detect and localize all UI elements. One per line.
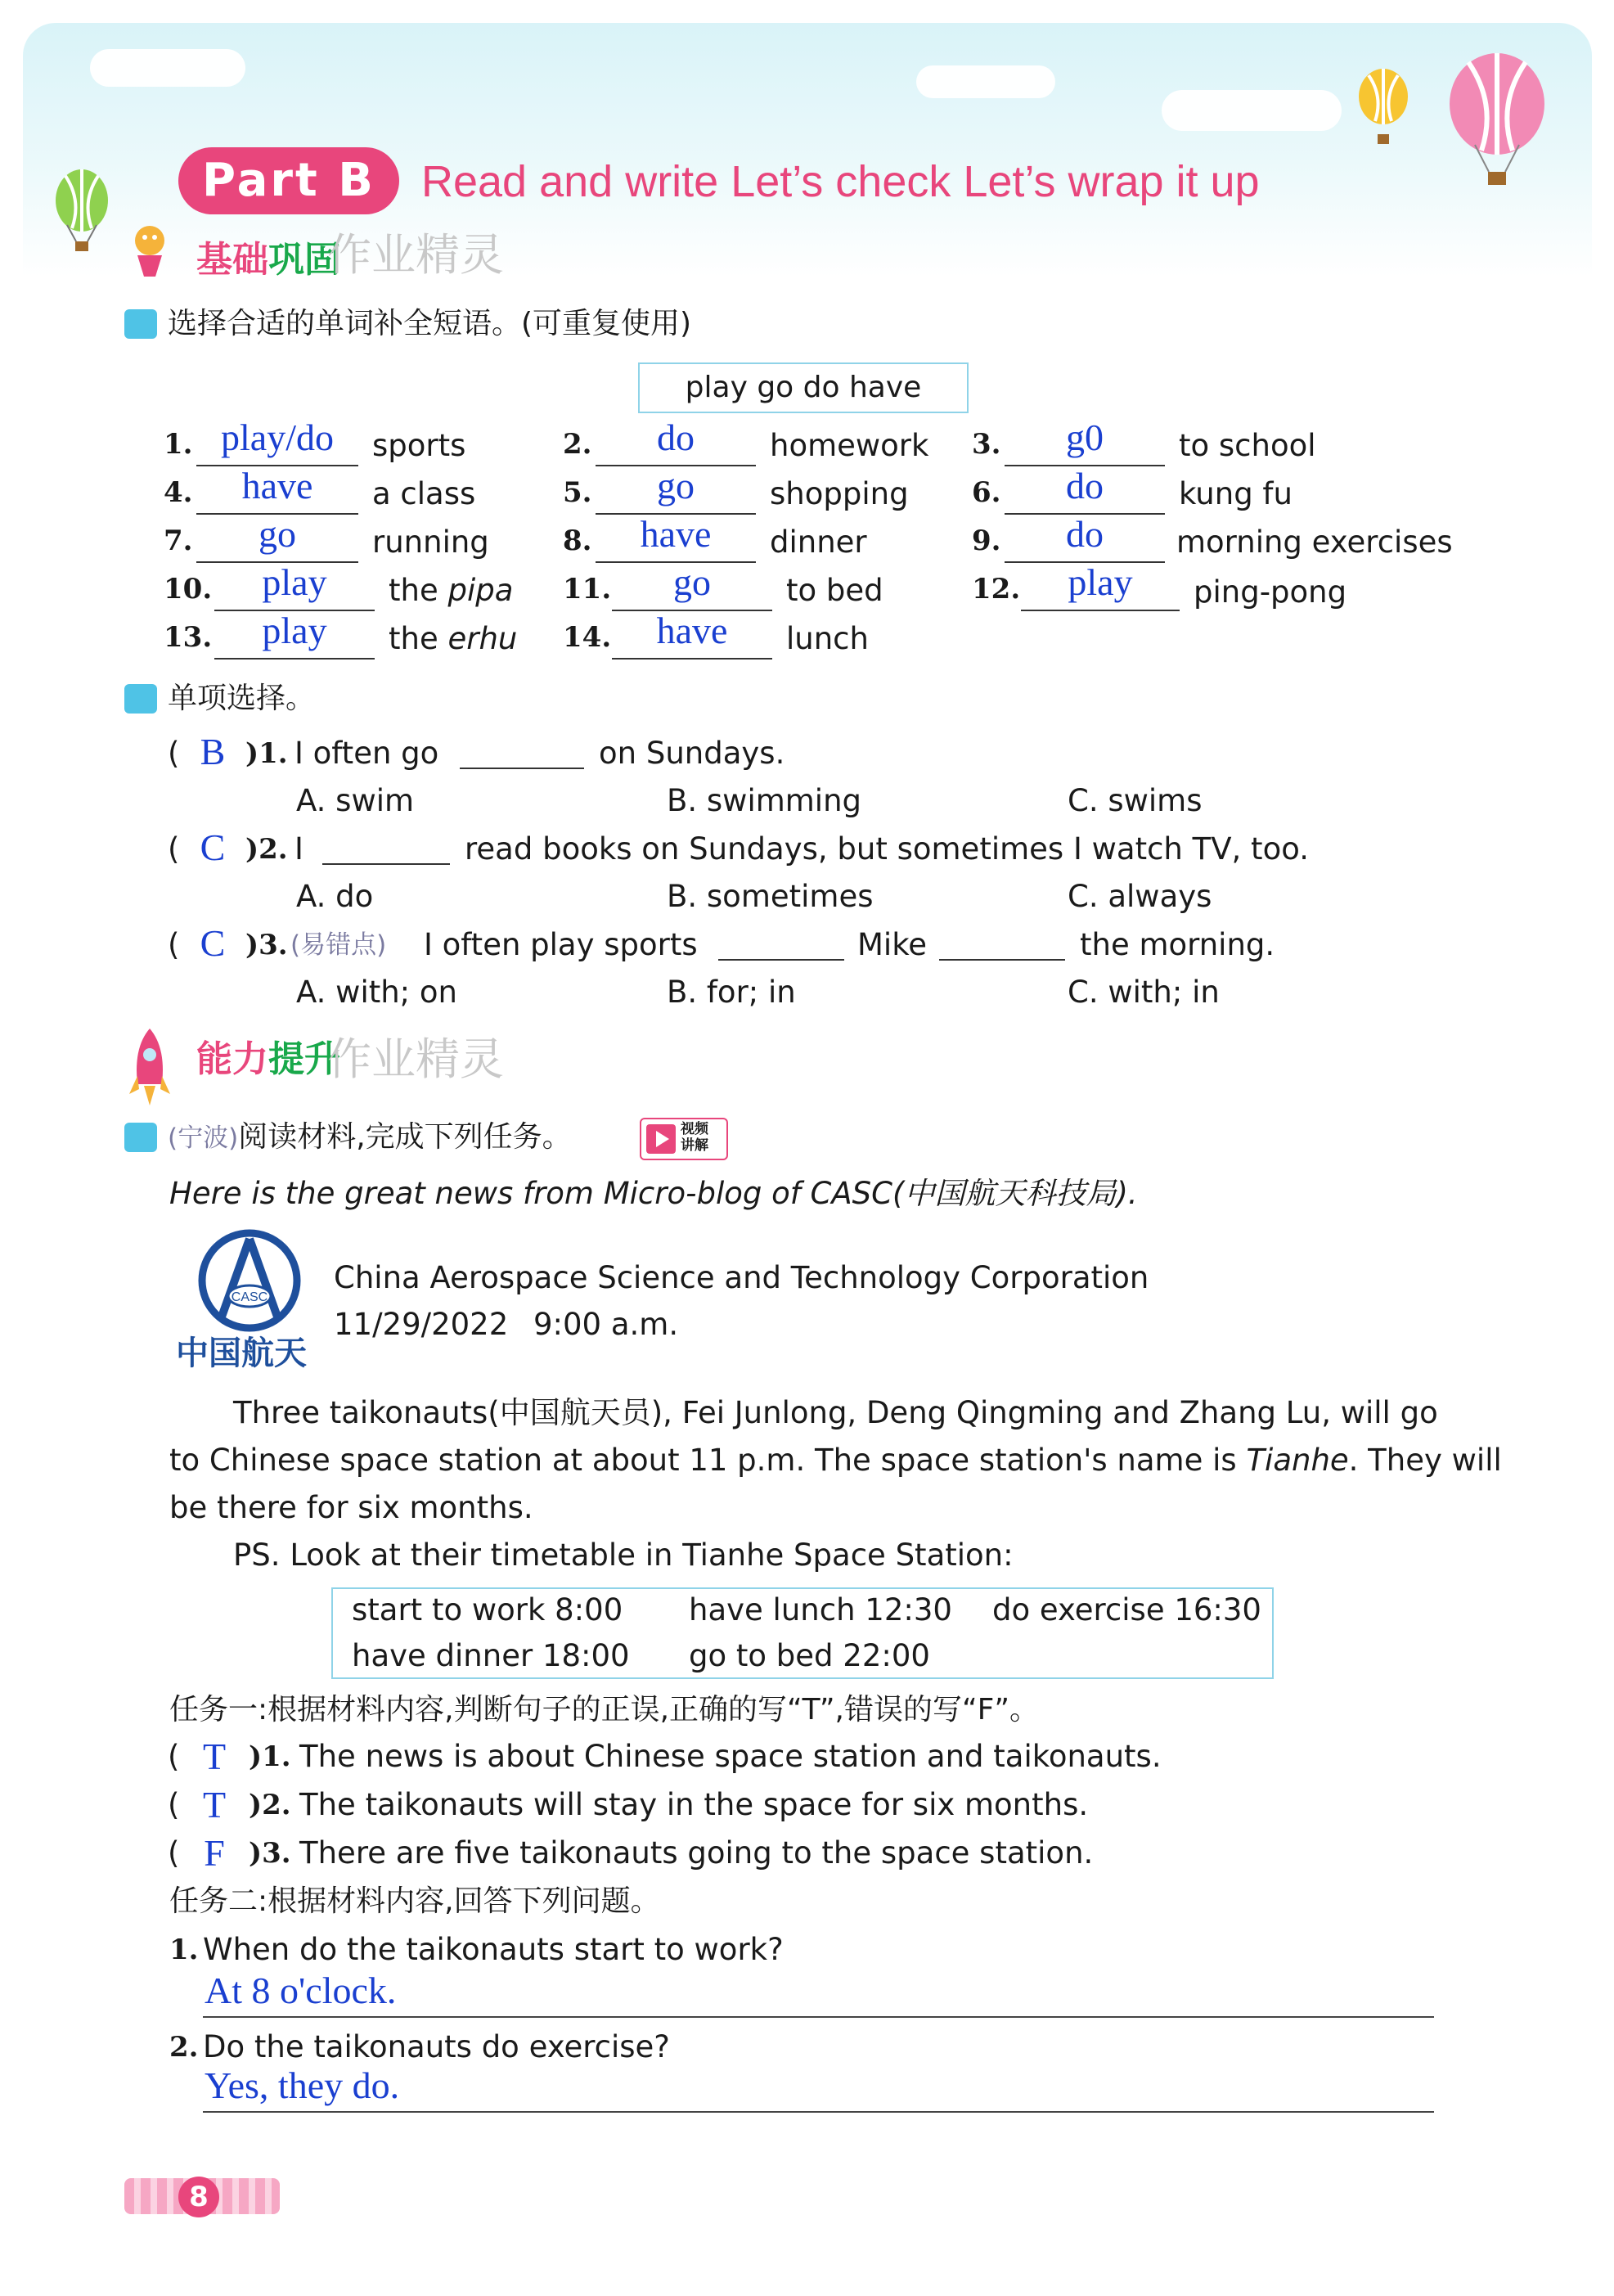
- passage-intro: Here is the great news from Micro-blog of CASC(中国航天科技局).: [169, 1176, 1138, 1211]
- handwritten-answer: Yes, they do.: [205, 2064, 400, 2106]
- logo-text: CASC: [231, 1290, 268, 1304]
- item-number: )2.: [249, 1789, 291, 1821]
- question-instruction: [168, 1119, 572, 1156]
- item-number: 1.: [169, 1934, 199, 1966]
- question-instruction: 单项选择。: [168, 682, 316, 715]
- option: B. sometimes: [667, 879, 874, 914]
- item-number: 7.: [164, 524, 193, 557]
- question-stem: I often go: [294, 736, 439, 771]
- bracket-open: (: [168, 736, 180, 771]
- timetable-entry: have dinner 18:00: [352, 1638, 630, 1673]
- item-number: 11.: [563, 573, 612, 606]
- hot-air-balloon-icon: [49, 168, 115, 258]
- error-prone-tag: (易错点): [290, 930, 387, 960]
- region-tag: (宁波): [168, 1123, 239, 1153]
- item-number: 4.: [164, 476, 193, 509]
- item-number: 13.: [164, 621, 213, 654]
- phrase-text: to bed: [786, 573, 883, 608]
- hot-air-balloon-icon: [1354, 67, 1413, 149]
- item-number: )1.: [245, 737, 288, 770]
- option: B. swimming: [667, 783, 862, 818]
- item-number: )3.: [245, 929, 288, 961]
- handwritten-answer: do: [657, 416, 695, 458]
- option: B. for; in: [667, 975, 796, 1010]
- item-number: 5.: [563, 476, 592, 509]
- item-number: 2.: [563, 428, 592, 461]
- post-date: 11/29/2022: [334, 1307, 509, 1342]
- word-box: play go do have: [638, 362, 969, 413]
- handwritten-answer: go: [673, 561, 711, 603]
- answer-blank: [322, 822, 450, 865]
- phrase-text-italic: pipa: [447, 573, 514, 608]
- question-instruction: 选择合适的单词补全短语。(可重复使用): [168, 307, 692, 340]
- passage-text: to Chinese space station at about 11 p.m. The space station's name is: [169, 1443, 1247, 1478]
- task-title: 任务二:根据材料内容,回答下列问题。: [169, 1884, 660, 1918]
- phrase-text: kung fu: [1179, 476, 1293, 511]
- phrase-text: to school: [1179, 428, 1316, 463]
- phrase-text: homework: [770, 428, 929, 463]
- bracket-open: (: [168, 1787, 180, 1822]
- timetable-entry: do exercise 16:30: [992, 1592, 1261, 1627]
- rocket-icon: [129, 1027, 170, 1109]
- question-text: Do the taikonauts do exercise?: [203, 2029, 670, 2064]
- item-number: 12.: [972, 573, 1021, 606]
- trophy-icon: [123, 219, 177, 281]
- question-stem: Mike: [857, 927, 928, 962]
- phrase-text: a class: [372, 476, 476, 511]
- phrase-text: lunch: [786, 621, 869, 656]
- casc-logo-icon: [196, 1227, 303, 1334]
- item-number: 9.: [972, 524, 1001, 557]
- item-number: 10.: [164, 573, 213, 606]
- video-explain-button[interactable]: [640, 1118, 728, 1160]
- handwritten-answer: play/do: [221, 416, 334, 458]
- item-number: 2.: [169, 2031, 199, 2064]
- answer-blank: [718, 918, 844, 961]
- organization-name: China Aerospace Science and Technology Corporation: [334, 1260, 1149, 1295]
- handwritten-answer: At 8 o'clock.: [205, 1970, 397, 2011]
- bracket-open: (: [168, 1835, 180, 1871]
- handwritten-answer: play: [1068, 561, 1133, 603]
- statement: There are five taikonauts going to the space station.: [299, 1835, 1094, 1871]
- part-label: Part B: [178, 147, 399, 214]
- cloud-decoration: [916, 65, 1055, 98]
- question-stem: on Sundays.: [599, 736, 785, 771]
- option: A. swim: [296, 783, 415, 818]
- statement: The taikonauts will stay in the space for six months.: [299, 1787, 1089, 1822]
- question-marker: [124, 1123, 157, 1152]
- question-stem: read books on Sundays, but sometimes I watch TV, too.: [465, 831, 1309, 867]
- item-number: 3.: [972, 428, 1001, 461]
- item-number: )1.: [249, 1740, 291, 1773]
- question-stem: I: [294, 831, 303, 867]
- handwritten-answer: B: [200, 731, 226, 772]
- play-icon: [646, 1124, 676, 1154]
- watermark: 作业精灵: [327, 1033, 504, 1085]
- part-title: Read and write Let’s check Let’s wrap it up: [421, 157, 1260, 206]
- phrase-text: shopping: [770, 476, 909, 511]
- option: C. swims: [1068, 783, 1203, 818]
- answer-blank: [939, 918, 1065, 961]
- handwritten-answer: do: [1066, 465, 1104, 506]
- option: A. do: [296, 879, 374, 914]
- handwritten-answer: have: [640, 513, 712, 555]
- question-stem: the morning.: [1080, 927, 1275, 962]
- handwritten-answer: T: [202, 1784, 227, 1826]
- passage-line: [169, 1440, 1502, 1481]
- passage-text: . They will: [1348, 1443, 1502, 1478]
- question-marker: [124, 684, 157, 714]
- phrase-text-part: the: [389, 621, 448, 656]
- handwritten-answer: have: [656, 610, 728, 651]
- cloud-decoration: [1162, 90, 1342, 131]
- option: C. always: [1068, 879, 1212, 914]
- task-title: 任务一:根据材料内容,判断句子的正误,正确的写“T”,错误的写“F”。: [169, 1693, 1039, 1727]
- answer-line: [203, 2111, 1434, 2113]
- option: A. with; on: [296, 975, 457, 1010]
- section-heading-part-a: 基础: [196, 239, 268, 281]
- passage-line: Three taikonauts(中国航天员), Fei Junlong, Deng Qingming and Zhang Lu, will go: [233, 1395, 1438, 1430]
- item-number: 8.: [563, 524, 592, 557]
- phrase-text: dinner: [770, 524, 867, 560]
- phrase-text: [389, 570, 513, 611]
- item-number: 14.: [563, 621, 612, 654]
- bracket-open: (: [168, 927, 180, 962]
- bracket-open: (: [168, 831, 180, 867]
- section-heading-part-a: 能力: [196, 1038, 268, 1080]
- statement: The news is about Chinese space station and taikonauts.: [299, 1739, 1162, 1774]
- section-heading-part-b: 巩固: [268, 239, 340, 281]
- item-number: 1.: [164, 428, 193, 461]
- phrase-text-part: the: [389, 573, 448, 608]
- handwritten-answer: F: [204, 1832, 225, 1874]
- passage-ps: PS. Look at their timetable in Tianhe Space Station:: [233, 1537, 1014, 1573]
- cloud-decoration: [90, 49, 245, 87]
- phrase-text-italic: erhu: [447, 621, 518, 656]
- option: C. with; in: [1068, 975, 1220, 1010]
- hot-air-balloon-icon: [1444, 51, 1550, 190]
- handwritten-answer: have: [241, 465, 313, 506]
- timetable-entry: start to work 8:00: [352, 1592, 623, 1627]
- question-marker: [124, 309, 157, 339]
- passage-text-italic: Tianhe: [1246, 1443, 1349, 1478]
- bracket-open: (: [168, 1739, 180, 1774]
- handwritten-answer: go: [259, 513, 296, 555]
- video-label: 视频: [681, 1121, 708, 1137]
- handwritten-answer: play: [262, 610, 327, 651]
- handwritten-answer: C: [200, 826, 226, 868]
- answer-blank: [460, 727, 584, 769]
- phrase-text: sports: [372, 428, 466, 463]
- handwritten-answer: go: [657, 465, 695, 506]
- post-time: 9:00 a.m.: [533, 1307, 679, 1342]
- handwritten-answer: g0: [1066, 416, 1104, 458]
- section-heading-ability: [196, 1035, 340, 1084]
- item-number: )2.: [245, 833, 288, 866]
- question-text: When do the taikonauts start to work?: [203, 1932, 784, 1967]
- handwritten-answer: do: [1066, 513, 1104, 555]
- phrase-text: [389, 619, 517, 660]
- handwritten-answer: T: [202, 1736, 227, 1777]
- instruction-text: 阅读材料,完成下列任务。: [238, 1120, 572, 1154]
- item-number: )3.: [249, 1837, 291, 1870]
- phrase-text: running: [372, 524, 489, 560]
- timetable-entry: go to bed 22:00: [689, 1638, 930, 1673]
- question-stem: I often play sports: [424, 927, 698, 962]
- watermark: 作业精灵: [327, 229, 504, 281]
- phrase-text: ping-pong: [1194, 574, 1347, 610]
- item-number: 6.: [972, 476, 1001, 509]
- phrase-text: morning exercises: [1176, 524, 1453, 560]
- passage-line: be there for six months.: [169, 1490, 533, 1525]
- logo-caption: 中国航天: [176, 1335, 307, 1372]
- answer-line: [203, 2016, 1434, 2018]
- section-heading-part-b: 提升: [268, 1038, 340, 1080]
- handwritten-answer: C: [200, 922, 226, 964]
- section-heading-basic: [196, 236, 340, 285]
- handwritten-answer: play: [262, 561, 327, 603]
- video-label: 讲解: [681, 1137, 708, 1154]
- page-number: 8: [178, 2177, 219, 2217]
- timetable-entry: have lunch 12:30: [689, 1592, 952, 1627]
